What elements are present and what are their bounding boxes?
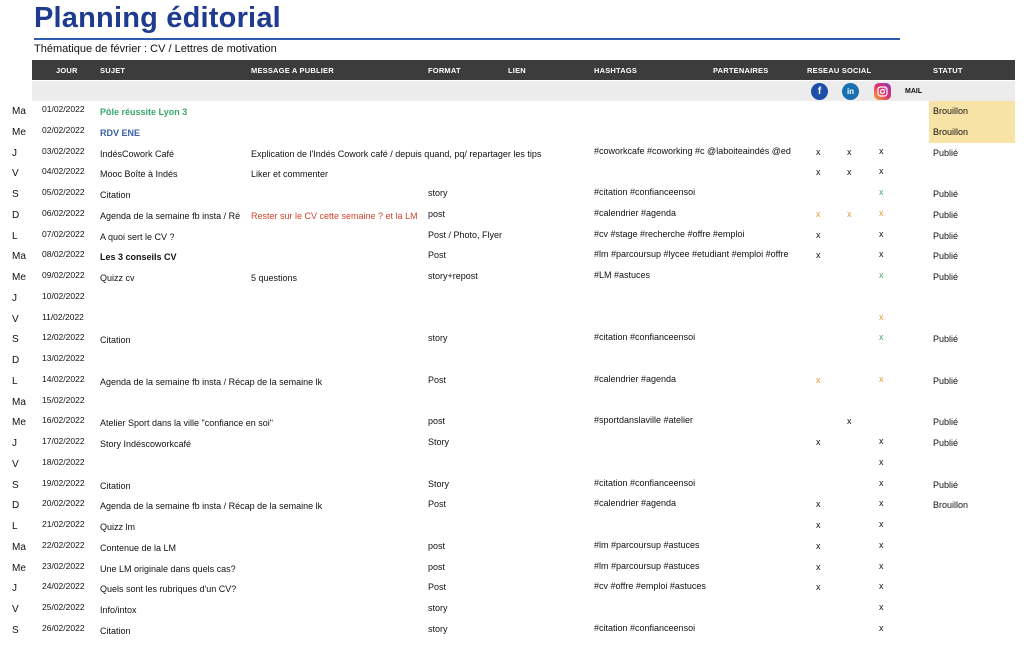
instagram-icon bbox=[874, 83, 891, 100]
table-row[interactable] bbox=[0, 122, 1024, 143]
table-row[interactable] bbox=[0, 495, 1024, 516]
format-cell[interactable]: post bbox=[428, 540, 446, 551]
instagram-mark[interactable]: x bbox=[879, 187, 884, 197]
instagram-mark[interactable]: x bbox=[879, 519, 884, 529]
instagram-mark[interactable]: x bbox=[879, 207, 884, 218]
format-cell[interactable]: Post bbox=[428, 374, 447, 385]
table-row[interactable] bbox=[0, 454, 1024, 475]
facebook-mark[interactable]: x bbox=[816, 561, 821, 572]
statut-cell[interactable]: Publié bbox=[933, 438, 959, 448]
hashtags-cell[interactable]: #cv #offre #emploi #astuces bbox=[594, 581, 706, 592]
instagram-mark[interactable]: x bbox=[879, 145, 884, 156]
day-cell: Ma bbox=[12, 106, 26, 117]
linkedin-icon: in bbox=[842, 83, 859, 100]
format-cell[interactable]: post bbox=[428, 208, 446, 219]
day-cell: L bbox=[12, 375, 18, 387]
sujet-cell[interactable]: Agenda de la semaine fb insta / Ré bbox=[100, 210, 241, 221]
table-row[interactable] bbox=[0, 371, 1024, 392]
table-row[interactable] bbox=[0, 516, 1024, 537]
date-cell: 13/02/2022 bbox=[42, 353, 85, 363]
table-row[interactable] bbox=[0, 246, 1024, 267]
day-cell: J bbox=[12, 292, 17, 304]
day-cell: S bbox=[12, 479, 19, 491]
facebook-mark[interactable]: x bbox=[816, 167, 821, 178]
format-cell[interactable]: Post bbox=[428, 499, 447, 510]
facebook-icon: f bbox=[811, 83, 828, 100]
statut-cell[interactable]: Brouillon bbox=[933, 500, 969, 511]
message-cell[interactable]: Rester sur le CV cette semaine ? et la LM bbox=[251, 210, 418, 221]
instagram-mark[interactable]: x bbox=[879, 270, 884, 280]
date-cell: 26/02/2022 bbox=[42, 622, 85, 633]
instagram-mark[interactable]: x bbox=[879, 602, 884, 612]
day-cell: L bbox=[12, 521, 18, 532]
instagram-mark[interactable]: x bbox=[879, 166, 884, 177]
table-row[interactable] bbox=[0, 329, 1024, 350]
sujet-cell[interactable]: Citation bbox=[100, 625, 131, 636]
hashtags-cell[interactable]: #calendrier #agenda bbox=[594, 207, 677, 218]
date-cell: 02/02/2022 bbox=[42, 124, 85, 135]
linkedin-mark[interactable]: x bbox=[847, 167, 852, 178]
date-cell: 01/02/2022 bbox=[42, 104, 85, 114]
table-row[interactable] bbox=[0, 558, 1024, 579]
title-underline bbox=[34, 38, 900, 40]
table-row[interactable] bbox=[0, 475, 1024, 496]
day-cell: J bbox=[12, 438, 17, 449]
date-cell: 21/02/2022 bbox=[42, 519, 85, 529]
facebook-mark[interactable]: x bbox=[816, 520, 821, 530]
day-cell: S bbox=[12, 334, 19, 346]
message-cell[interactable]: Explication de l'Indés Cowork café / depuis quand, pq/ repartager les tips bbox=[251, 148, 542, 159]
table-row[interactable] bbox=[0, 392, 1024, 413]
hashtags-cell[interactable]: #lm #parcoursup #lycee #etudiant #emploi #offre bbox=[594, 249, 789, 260]
date-cell: 04/02/2022 bbox=[42, 166, 85, 177]
column-header-sujet[interactable]: SUJET bbox=[100, 66, 126, 75]
statut-cell[interactable]: Brouillon bbox=[933, 126, 969, 137]
planning-table-body bbox=[0, 101, 1024, 641]
column-header-lien[interactable]: LIEN bbox=[508, 66, 526, 75]
instagram-mark[interactable]: x bbox=[879, 249, 884, 260]
table-row[interactable] bbox=[0, 205, 1024, 226]
instagram-mark[interactable]: x bbox=[879, 560, 884, 571]
format-cell[interactable]: story bbox=[428, 603, 448, 613]
statut-cell[interactable]: Publié bbox=[933, 334, 959, 345]
date-cell: 23/02/2022 bbox=[42, 560, 85, 571]
date-cell: 11/02/2022 bbox=[42, 311, 84, 322]
statut-cell[interactable]: Publié bbox=[933, 209, 959, 220]
statut-cell[interactable]: Publié bbox=[933, 479, 959, 490]
sujet-cell[interactable]: Citation bbox=[100, 480, 131, 491]
date-cell: 05/02/2022 bbox=[42, 187, 85, 197]
date-cell: 18/02/2022 bbox=[42, 456, 85, 467]
hashtags-cell[interactable]: #citation #confianceensoi bbox=[594, 332, 696, 343]
hashtags-cell[interactable]: #lm #parcoursup #astuces bbox=[594, 539, 700, 550]
format-cell[interactable]: story bbox=[428, 333, 448, 344]
day-cell: V bbox=[12, 604, 19, 615]
linkedin-mark[interactable]: x bbox=[847, 416, 852, 427]
format-cell[interactable]: post bbox=[428, 416, 446, 427]
date-cell: 08/02/2022 bbox=[42, 249, 85, 260]
day-cell: J bbox=[12, 147, 17, 159]
facebook-mark[interactable]: x bbox=[816, 229, 821, 240]
statut-cell[interactable]: Publié bbox=[933, 230, 959, 241]
table-row[interactable] bbox=[0, 288, 1024, 309]
sujet-cell[interactable]: Mooc Boîte à Indés bbox=[100, 169, 178, 180]
facebook-mark[interactable]: x bbox=[816, 208, 821, 219]
table-row[interactable] bbox=[0, 433, 1024, 454]
table-row[interactable] bbox=[0, 184, 1024, 205]
statut-cell[interactable]: Publié bbox=[933, 189, 959, 199]
sujet-cell[interactable]: Pôle réussite Lyon 3 bbox=[100, 107, 188, 117]
date-cell: 09/02/2022 bbox=[42, 270, 85, 280]
statut-cell[interactable]: Brouillon bbox=[933, 106, 969, 116]
instagram-mark[interactable]: x bbox=[879, 311, 884, 322]
format-cell[interactable]: Story bbox=[428, 478, 450, 489]
day-cell: Me bbox=[12, 272, 26, 283]
date-cell: 06/02/2022 bbox=[42, 207, 85, 218]
date-cell: 12/02/2022 bbox=[42, 332, 85, 343]
message-cell[interactable]: 5 questions bbox=[251, 273, 298, 283]
linkedin-mark[interactable]: x bbox=[847, 146, 852, 157]
sujet-cell[interactable]: Quizz lm bbox=[100, 522, 136, 532]
instagram-mark[interactable]: x bbox=[879, 477, 884, 488]
format-cell[interactable]: Post / Photo, Flyer bbox=[428, 229, 503, 240]
facebook-mark[interactable]: x bbox=[816, 374, 821, 385]
day-cell: Ma bbox=[12, 541, 26, 553]
date-cell: 03/02/2022 bbox=[42, 145, 85, 156]
sujet-cell[interactable]: Une LM originale dans quels cas? bbox=[100, 563, 236, 574]
table-row[interactable] bbox=[0, 309, 1024, 330]
hashtags-cell[interactable]: #coworkcafe #coworking #c @laboiteaindés @ed bbox=[594, 145, 791, 156]
column-header-reseau-social[interactable]: RESEAU SOCIAL bbox=[807, 66, 872, 75]
day-cell: V bbox=[12, 168, 19, 180]
instagram-mark[interactable]: x bbox=[879, 332, 884, 343]
facebook-mark[interactable]: x bbox=[816, 250, 821, 261]
day-cell: S bbox=[12, 189, 19, 200]
facebook-mark[interactable]: x bbox=[816, 499, 821, 510]
table-row[interactable] bbox=[0, 578, 1024, 599]
day-cell: D bbox=[12, 355, 20, 366]
instagram-mark[interactable]: x bbox=[879, 622, 884, 633]
date-cell: 22/02/2022 bbox=[42, 539, 85, 550]
table-row[interactable] bbox=[0, 599, 1024, 620]
instagram-mark[interactable]: x bbox=[879, 373, 884, 384]
day-cell: Me bbox=[12, 126, 26, 138]
column-header-jour[interactable]: JOUR bbox=[56, 66, 78, 75]
date-cell: 24/02/2022 bbox=[42, 581, 85, 592]
date-cell: 14/02/2022 bbox=[42, 373, 85, 384]
format-cell[interactable]: Story bbox=[428, 437, 450, 447]
table-row[interactable] bbox=[0, 101, 1024, 122]
sujet-cell[interactable]: Story Indéscoworkcafé bbox=[100, 439, 192, 449]
day-cell: Me bbox=[12, 562, 26, 574]
day-cell: D bbox=[12, 500, 20, 512]
column-header-message[interactable]: MESSAGE A PUBLIER bbox=[251, 66, 334, 75]
sujet-cell[interactable]: Contenue de la LM bbox=[100, 542, 177, 553]
hashtags-cell[interactable]: #lm #parcoursup #astuces bbox=[594, 560, 700, 571]
day-cell: Ma bbox=[12, 396, 26, 408]
hashtags-cell[interactable]: #cv #stage #recherche #offre #emploi bbox=[594, 228, 745, 239]
day-cell: V bbox=[12, 458, 19, 470]
sujet-cell[interactable]: Agenda de la semaine fb insta / Récap de la semaine lk bbox=[100, 376, 323, 387]
date-cell: 17/02/2022 bbox=[42, 436, 85, 446]
sujet-cell[interactable]: Quizz cv bbox=[100, 273, 135, 283]
format-cell[interactable]: Post bbox=[428, 582, 447, 593]
hashtags-cell[interactable]: #LM #astuces bbox=[594, 270, 651, 280]
day-cell: V bbox=[12, 313, 19, 325]
hashtags-cell[interactable]: #calendrier #agenda bbox=[594, 498, 677, 509]
hashtags-cell[interactable]: #calendrier #agenda bbox=[594, 373, 677, 384]
column-header-hashtags[interactable]: HASHTAGS bbox=[594, 66, 638, 75]
table-row[interactable] bbox=[0, 412, 1024, 433]
instagram-mark[interactable]: x bbox=[879, 436, 884, 446]
date-cell: 20/02/2022 bbox=[42, 498, 85, 509]
format-cell[interactable]: story bbox=[428, 188, 448, 198]
instagram-mark[interactable]: x bbox=[879, 539, 884, 550]
day-cell: L bbox=[12, 230, 18, 242]
column-header-format[interactable]: FORMAT bbox=[428, 66, 461, 75]
hashtags-cell[interactable]: #citation #confianceensoi bbox=[594, 477, 696, 488]
facebook-mark[interactable]: x bbox=[816, 437, 821, 447]
date-cell: 07/02/2022 bbox=[42, 228, 85, 239]
statut-cell[interactable]: Publié bbox=[933, 375, 959, 386]
sujet-cell[interactable]: Info/intox bbox=[100, 605, 137, 615]
page-subtitle: Thématique de février : CV / Lettres de motivation bbox=[34, 43, 277, 55]
message-cell[interactable]: Liker et commenter bbox=[251, 169, 329, 180]
table-row[interactable] bbox=[0, 143, 1024, 164]
format-cell[interactable]: story bbox=[428, 623, 448, 634]
instagram-mark[interactable]: x bbox=[879, 581, 884, 592]
statut-cell[interactable]: Publié bbox=[933, 251, 959, 262]
sujet-cell[interactable]: Quels sont les rubriques d'un CV? bbox=[100, 584, 237, 595]
facebook-mark[interactable]: x bbox=[816, 146, 821, 157]
sujet-cell[interactable]: Agenda de la semaine fb insta / Récap de la semaine lk bbox=[100, 501, 323, 512]
hashtags-cell[interactable]: #sportdanslaville #atelier bbox=[594, 415, 694, 426]
instagram-mark[interactable]: x bbox=[879, 498, 884, 509]
statut-cell[interactable]: Publié bbox=[933, 272, 959, 282]
instagram-mark[interactable]: x bbox=[879, 228, 884, 239]
table-row[interactable] bbox=[0, 620, 1024, 641]
day-cell: S bbox=[12, 624, 19, 636]
sujet-cell[interactable]: Atelier Sport dans la ville "confiance en soi" bbox=[100, 418, 273, 429]
format-cell[interactable]: Post bbox=[428, 250, 447, 261]
sujet-cell[interactable]: IndésCowork Café bbox=[100, 148, 175, 159]
table-row[interactable] bbox=[0, 537, 1024, 558]
page-title: Planning éditorial bbox=[34, 2, 281, 34]
date-cell: 15/02/2022 bbox=[42, 394, 85, 405]
table-row[interactable] bbox=[0, 163, 1024, 184]
column-header-partenaires[interactable]: PARTENAIRES bbox=[713, 66, 769, 75]
statut-cell[interactable]: Publié bbox=[933, 417, 959, 428]
day-cell: Ma bbox=[12, 251, 26, 263]
table-row[interactable] bbox=[0, 350, 1024, 371]
sujet-cell[interactable]: Citation bbox=[100, 190, 131, 200]
date-cell: 10/02/2022 bbox=[42, 290, 85, 301]
statut-cell[interactable]: Publié bbox=[933, 147, 959, 158]
facebook-mark[interactable]: x bbox=[816, 582, 821, 593]
day-cell: J bbox=[12, 583, 17, 595]
facebook-mark[interactable]: x bbox=[816, 540, 821, 551]
instagram-mark[interactable]: x bbox=[879, 456, 884, 467]
date-cell: 25/02/2022 bbox=[42, 602, 85, 612]
date-cell: 16/02/2022 bbox=[42, 415, 85, 426]
linkedin-mark[interactable]: x bbox=[847, 208, 852, 219]
format-cell[interactable]: story+repost bbox=[428, 271, 478, 281]
sujet-cell[interactable]: Les 3 conseils CV bbox=[100, 252, 177, 263]
column-header-statut[interactable]: STATUT bbox=[933, 66, 963, 75]
table-row[interactable] bbox=[0, 226, 1024, 247]
sujet-cell[interactable]: A quoi sert le CV ? bbox=[100, 231, 175, 242]
sujet-cell[interactable]: RDV ENE bbox=[100, 127, 141, 138]
table-row[interactable] bbox=[0, 267, 1024, 288]
sujet-cell[interactable]: Citation bbox=[100, 335, 131, 346]
social-icons-row bbox=[32, 81, 1015, 101]
mail-label: MAIL bbox=[905, 88, 923, 95]
date-cell: 19/02/2022 bbox=[42, 477, 85, 488]
day-cell: D bbox=[12, 209, 20, 221]
hashtags-cell[interactable]: #citation #confianceensoi bbox=[594, 187, 696, 197]
format-cell[interactable]: post bbox=[428, 561, 446, 572]
hashtags-cell[interactable]: #citation #confianceensoi bbox=[594, 622, 696, 633]
day-cell: Me bbox=[12, 417, 26, 429]
